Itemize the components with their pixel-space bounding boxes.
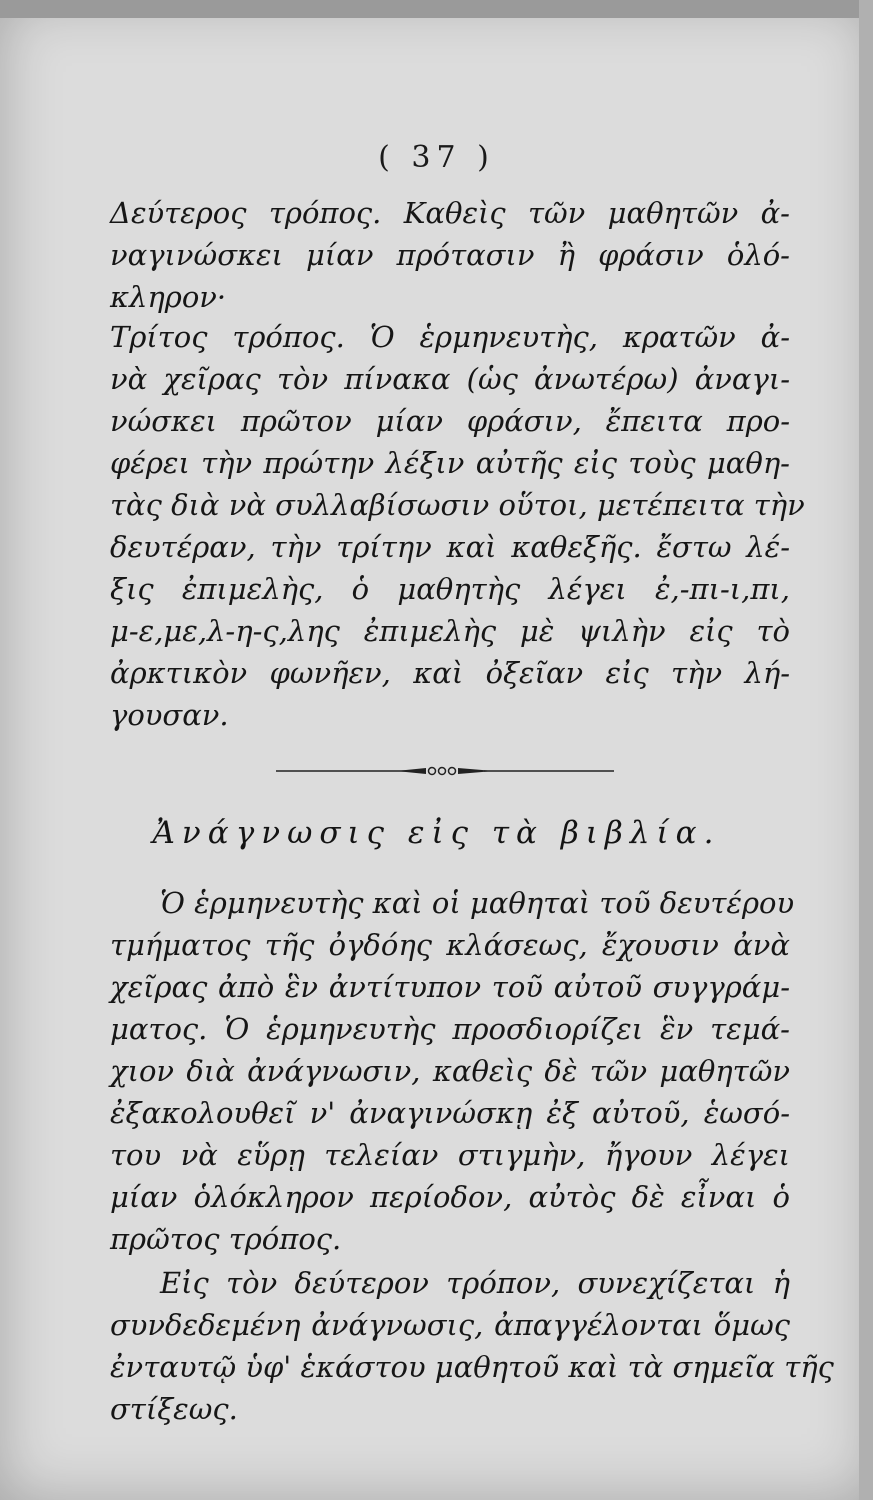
- page-number: ( 37 ): [378, 140, 495, 175]
- ornamental-divider: [276, 764, 614, 778]
- text-line: νὰ χεῖρας τὸν πίνακα (ὡς ἀνωτέρω) ἀναγι-: [110, 362, 790, 396]
- text-line: ξις ἐπιμελὴς, ὁ μαθητὴς λέγει ἐ,-πι-ι,πι,: [110, 572, 790, 606]
- paragraph-third-method: [110, 316, 805, 736]
- text-line: ματος. Ὁ ἑρμηνευτὴς προσδιορίζει ἓν τεμά-: [110, 1012, 790, 1046]
- text-line: κληρον·: [110, 280, 227, 314]
- text-line: πρῶτος τρόπος.: [110, 1222, 342, 1256]
- paragraph-reading: [110, 882, 795, 1260]
- text-line: ἐξακολουθεῖ ν' ἀναγινώσκῃ ἐξ αὐτοῦ, ἑωσό-: [110, 1096, 790, 1130]
- text-line: ἐνταυτῷ ὑφ' ἑκάστου μαθητοῦ καὶ τὰ σημεῖα τῆς: [110, 1350, 834, 1384]
- text-line: φέρει τὴν πρώτην λέξιν αὐτῆς εἰς τοὺς μαθη-: [110, 446, 790, 480]
- text-line: ναγινώσκει μίαν πρότασιν ἢ φράσιν ὁλό-: [110, 238, 790, 272]
- text-line: Τρίτος τρόπος. Ὁ ἑρμηνευτὴς, κρατῶν ἀ-: [110, 320, 790, 354]
- text-line: στίξεως.: [110, 1392, 238, 1426]
- text-line: συνδεδεμένη ἀνάγνωσις, ἀπαγγέλονται ὅμως: [110, 1308, 790, 1342]
- text-line: τμήματος τῆς ὀγδόης κλάσεως, ἔχουσιν ἀνὰ: [110, 928, 790, 962]
- text-line: Εἰς τὸν δεύτερον τρόπον, συνεχίζεται ἡ: [160, 1266, 790, 1300]
- scan-right-edge: [859, 0, 873, 1500]
- text-line: δευτέραν, τὴν τρίτην καὶ καθεξῆς. ἔστω λέ-: [110, 530, 790, 564]
- text-line: τὰς διὰ νὰ συλλαβίσωσιν οὕτοι, μετέπειτα τὴν: [110, 488, 805, 522]
- text-line: χεῖρας ἀπὸ ἓν ἀντίτυπον τοῦ αὐτοῦ συγγράμ-: [110, 970, 790, 1004]
- text-line: γουσαν.: [110, 698, 229, 732]
- text-line: νώσκει πρῶτον μίαν φράσιν, ἔπειτα προ-: [110, 404, 790, 438]
- text-line: μ-ε,με,λ-η-ς,λης ἐπιμελὴς μὲ ψιλὴν εἰς τὸ: [110, 614, 790, 648]
- text-line: Δεύτερος τρόπος. Καθεὶς τῶν μαθητῶν ἀ-: [110, 196, 790, 230]
- text-line: χιον διὰ ἀνάγνωσιν, καθεὶς δὲ τῶν μαθητῶν: [110, 1054, 790, 1088]
- text-line: του νὰ εὕρῃ τελείαν στιγμὴν, ἤγουν λέγει: [110, 1138, 790, 1172]
- text-line: μίαν ὁλόκληρον περίοδον, αὐτὸς δὲ εἶναι ὁ: [110, 1180, 790, 1214]
- text-line: ἀρκτικὸν φωνῆεν, καὶ ὀξεῖαν εἰς τὴν λή-: [110, 656, 790, 690]
- text-line: Ὁ ἑρμηνευτὴς καὶ οἱ μαθηταὶ τοῦ δευτέρου: [160, 886, 795, 920]
- paragraph-second-method: [110, 192, 790, 318]
- scan-top-edge: [0, 0, 873, 18]
- section-heading: Ἀνάγνωσις εἰς τὰ βιβλία.: [152, 815, 721, 851]
- paragraph-second-way: [110, 1262, 834, 1430]
